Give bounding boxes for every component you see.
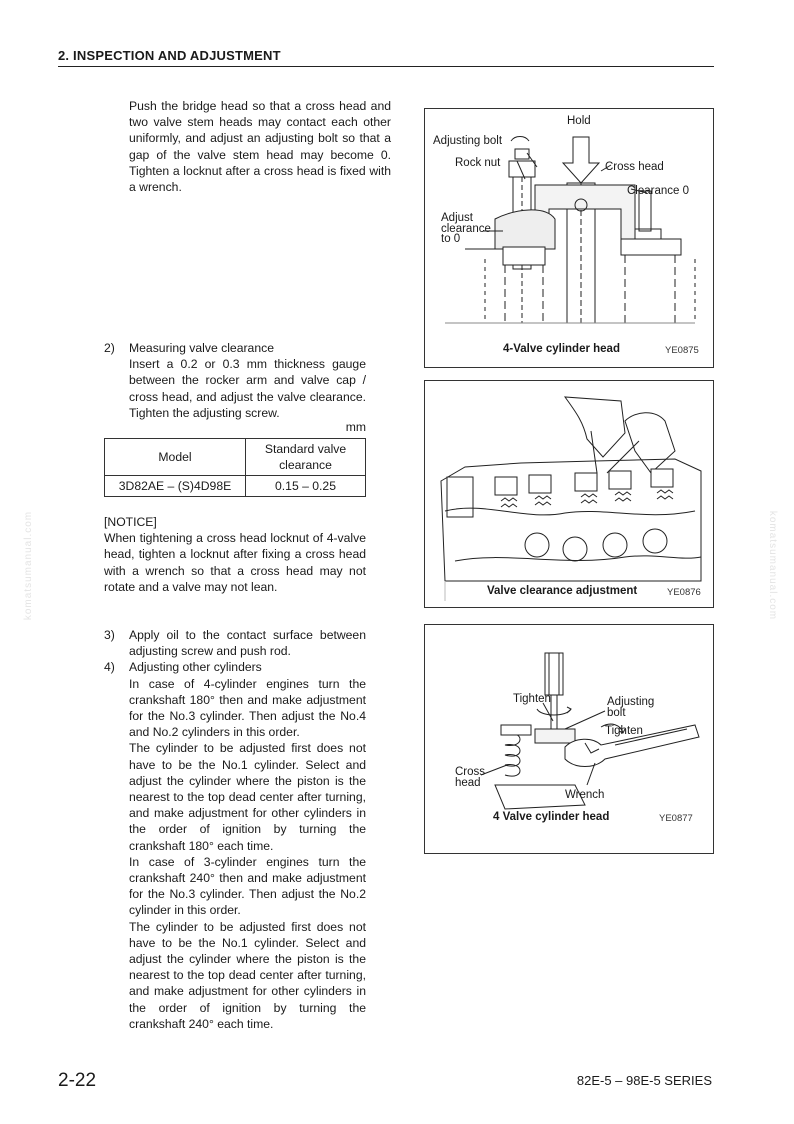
label-tighten-1: Tighten — [513, 693, 551, 705]
item-2 — [104, 340, 366, 421]
label-adjusting-bolt: Adjusting bolt — [607, 696, 655, 719]
item-3-text: Apply oil to the contact surface between adjusting screw and push rod. — [129, 628, 366, 659]
figure-1-caption: 4-Valve cylinder head — [503, 343, 620, 355]
table-header-row — [105, 439, 366, 476]
label-adjusting-bolt: Adjusting bolt — [433, 135, 503, 147]
table-header-model: Model — [105, 439, 246, 476]
figure-3 — [424, 624, 714, 854]
label-wrench: Wrench — [565, 789, 605, 801]
table-row — [105, 476, 366, 497]
item-4-title: Adjusting other cylinders — [129, 660, 262, 675]
item-2-block — [104, 340, 366, 421]
item-2-body: Insert a 0.2 or 0.3 mm thickness gauge between the rocker arm and valve cap / cross head, and adjust the valve clearance. Tighten the adjusting screw. — [129, 357, 366, 420]
item-4-p4: The cylinder to be adjusted first does not have to be the No.1 cylinder. Select and adjust the cylinder where the piston is the nearest to the top dead center after turning, and make adjustment for other cylinders in the order of ignition by turning the crankshaft 240° each time. — [129, 919, 366, 1031]
item-4-p3: In case of 3-cylinder engines turn the crankshaft 240° then and make adjustment for the No.3 cylinder. Then adjust the No.2 cylinder in this order. — [129, 854, 366, 918]
label-adjust-clearance: Adjust clearance to 0 — [441, 212, 491, 245]
valve-clearance-table — [104, 438, 366, 497]
series-label: 82E-5 – 98E-5 SERIES — [576, 1073, 712, 1088]
label-hold: Hold — [567, 115, 591, 127]
label-tighten-2: Tighten — [605, 725, 643, 737]
section-title: 2. INSPECTION AND ADJUSTMENT — [58, 48, 714, 67]
items-3-4 — [104, 627, 366, 1032]
figure-1 — [424, 108, 714, 368]
figure-1-id: YE0875 — [665, 345, 699, 356]
table-cell-model: 3D82AE – (S)4D98E — [105, 476, 246, 497]
item-4-number: 4) — [104, 660, 115, 675]
item-4-p2: The cylinder to be adjusted first does not have to be the No.1 cylinder. Select and adjust the cylinder where the piston is the nearest to the top dead center after turning, and make adjustment for other cylinders in the order of ignition by turning the crankshaft 180° each time. — [129, 741, 366, 853]
item-3-number: 3) — [104, 628, 115, 642]
label-clearance-0: Clearance 0 — [627, 185, 690, 197]
figure-2-id: YE0876 — [667, 587, 701, 598]
figure-2-caption: Valve clearance adjustment — [487, 585, 638, 597]
figure-2-illustration — [425, 381, 713, 607]
notice-body: When tightening a cross head locknut of 4-valve head, tighten a locknut after fixing a cross head with a wrench so that a cross head may not rotate and a valve may not lean. — [104, 531, 366, 594]
watermark-right: komatsumanual.com — [767, 510, 779, 621]
table-cell-clearance: 0.15 – 0.25 — [246, 476, 366, 497]
label-rock-nut: Rock nut — [455, 157, 501, 169]
intro-paragraph: Push the bridge head so that a cross head and two valve stem heads may contact each other uniformly, and adjust an adjusting bolt so that a gap of the valve stem head may become 0. Tighten a locknut after a cross head is fixed with a wrench. — [129, 99, 391, 195]
item-2-title: Measuring valve clearance — [129, 341, 274, 355]
item-4-p1: In case of 4-cylinder engines turn the crankshaft 180° then and make adjustment for the No.3 cylinder. Then adjust the No.4 and No.2 cylinders in this order. — [129, 676, 366, 740]
label-cross-head: Cross head — [605, 161, 664, 173]
item-2-number: 2) — [104, 341, 115, 355]
notice — [104, 514, 366, 595]
table-unit: mm — [345, 420, 366, 434]
table-header-clearance: Standard valve clearance — [246, 439, 366, 476]
page-number: 2-22 — [58, 1070, 97, 1091]
notice-title: [NOTICE] — [104, 515, 157, 529]
figure-3-id: YE0877 — [659, 813, 693, 824]
item-4-block — [104, 659, 366, 1032]
item-3-block — [104, 627, 366, 659]
label-cross-head: Cross head — [455, 766, 486, 789]
watermark-left: komatsumanual.com — [23, 510, 35, 621]
figure-2 — [424, 380, 714, 608]
figure-3-caption: 4 Valve cylinder head — [493, 811, 610, 823]
